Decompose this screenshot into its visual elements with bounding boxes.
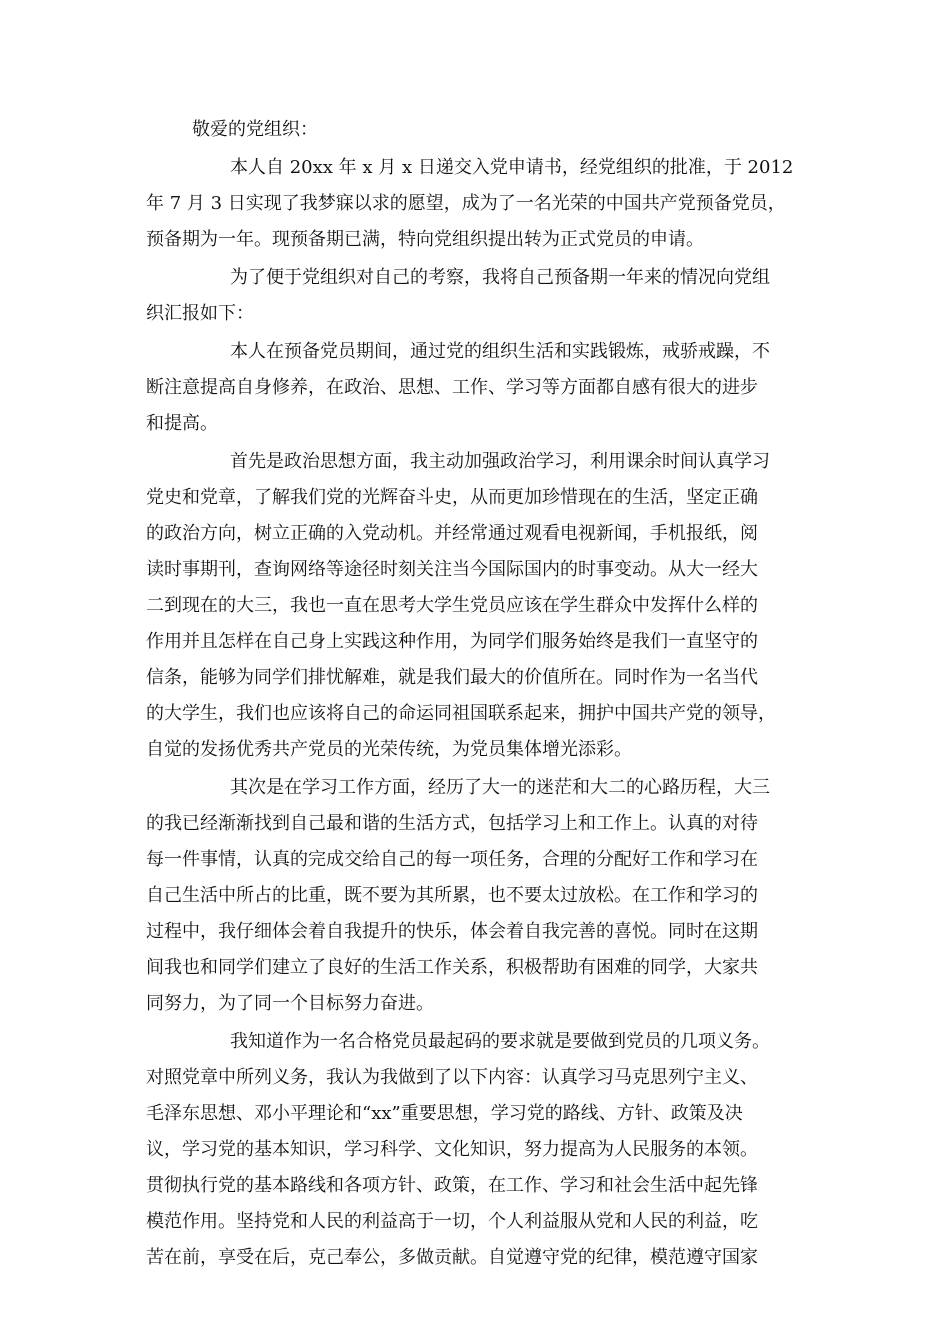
paragraph-3-line-1: 本人在预备党员期间，通过党的组织生活和实践锻炼，戒骄戒躁，不 xyxy=(230,341,770,362)
paragraph-5-line-3: 每一件事情，认真的完成交给自己的每一项任务，合理的分配好工作和学习在 xyxy=(146,849,758,870)
paragraph-6-line-4: 议，学习党的基本知识，学习科学、文化知识，努力提高为人民服务的本领。 xyxy=(146,1139,758,1160)
paragraph-5-line-5: 过程中，我仔细体会着自我提升的快乐，体会着自我完善的喜悦。同时在这期 xyxy=(146,921,758,942)
paragraph-1-line-2: 年 7 月 3 日实现了我梦寐以求的愿望，成为了一名光荣的中国共产党预备党员， xyxy=(146,193,786,214)
paragraph-4-line-8: 的大学生，我们也应该将自己的命运同祖国联系起来，拥护中国共产党的领导， xyxy=(146,703,776,724)
salutation: 敬爱的党组织： xyxy=(192,119,318,140)
paragraph-5-line-1: 其次是在学习工作方面，经历了大一的迷茫和大二的心路历程，大三 xyxy=(230,777,770,798)
paragraph-6-line-5: 贯彻执行党的基本路线和各项方针、政策，在工作、学习和社会生活中起先锋 xyxy=(146,1175,758,1196)
paragraph-6-line-3: 毛泽东思想、邓小平理论和“xx”重要思想，学习党的路线、方针、政策及决 xyxy=(146,1103,743,1124)
paragraph-6-line-2: 对照党章中所列义务，我认为我做到了以下内容：认真学习马克思列宁主义、 xyxy=(146,1067,758,1088)
paragraph-4-line-9: 自觉的发扬优秀共产党员的光荣传统，为党员集体增光添彩。 xyxy=(146,739,632,760)
paragraph-4-line-6: 作用并且怎样在自己身上实践这种作用，为同学们服务始终是我们一直坚守的 xyxy=(146,631,758,652)
paragraph-5-line-6: 间我也和同学们建立了良好的生活工作关系，积极帮助有困难的同学，大家共 xyxy=(146,957,758,978)
paragraph-5-line-4: 自己生活中所占的比重，既不要为其所累，也不要太过放松。在工作和学习的 xyxy=(146,885,758,906)
paragraph-6-line-7: 苦在前，享受在后，克己奉公，多做贡献。自觉遵守党的纪律，模范遵守国家 xyxy=(146,1247,758,1268)
paragraph-4-line-2: 党史和党章，了解我们党的光辉奋斗史，从而更加珍惜现在的生活，坚定正确 xyxy=(146,487,758,508)
paragraph-4-line-3: 的政治方向，树立正确的入党动机。并经常通过观看电视新闻，手机报纸，阅 xyxy=(146,523,758,544)
paragraph-2-line-1: 为了便于党组织对自己的考察，我将自己预备期一年来的情况向党组 xyxy=(230,267,770,288)
paragraph-3-line-2: 断注意提高自身修养，在政治、思想、工作、学习等方面都自感有很大的进步 xyxy=(146,377,758,398)
paragraph-6-line-6: 模范作用。坚持党和人民的利益高于一切，个人利益服从党和人民的利益，吃 xyxy=(146,1211,758,1232)
paragraph-4-line-1: 首先是政治思想方面，我主动加强政治学习，利用课余时间认真学习 xyxy=(230,451,770,472)
paragraph-4-line-4: 读时事期刊，查询网络等途径时刻关注当今国际国内的时事变动。从大一经大 xyxy=(146,559,758,580)
paragraph-4-line-7: 信条，能够为同学们排忧解难，就是我们最大的价值所在。同时作为一名当代 xyxy=(146,667,758,688)
paragraph-5-line-2: 的我已经渐渐找到自己最和谐的生活方式，包括学习上和工作上。认真的对待 xyxy=(146,813,758,834)
paragraph-1-line-1: 本人自 20xx 年 x 月 x 日递交入党申请书，经党组织的批准，于 2012 xyxy=(230,157,794,178)
paragraph-6-line-1: 我知道作为一名合格党员最起码的要求就是要做到党员的几项义务。 xyxy=(230,1031,770,1052)
paragraph-4-line-5: 二到现在的大三，我也一直在思考大学生党员应该在学生群众中发挥什么样的 xyxy=(146,595,758,616)
paragraph-3-line-3: 和提高。 xyxy=(146,413,218,434)
paragraph-2-line-2: 织汇报如下： xyxy=(146,303,254,324)
paragraph-5-line-7: 同努力，为了同一个目标努力奋进。 xyxy=(146,993,434,1014)
paragraph-1-line-3: 预备期为一年。现预备期已满，特向党组织提出转为正式党员的申请。 xyxy=(146,229,704,250)
